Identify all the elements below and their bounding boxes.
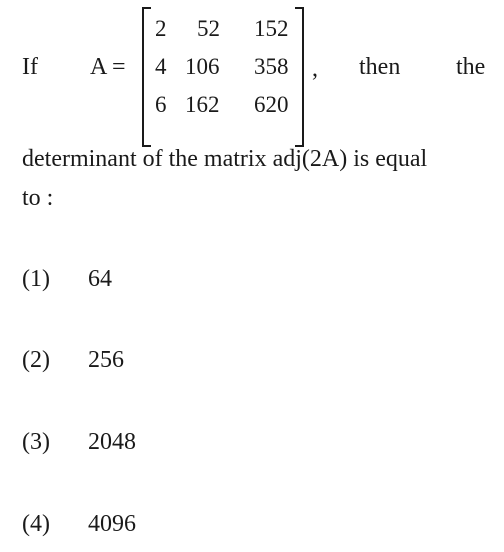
option-1-value: 64: [88, 266, 112, 292]
comma: ,: [312, 56, 318, 82]
matrix-cell-3-2: 162: [185, 92, 220, 117]
option-2-value: 256: [88, 347, 124, 373]
question-line-2: determinant of the matrix adj(2A) is equal: [22, 146, 428, 172]
left-bracket: [142, 7, 151, 147]
matrix-cell-1-3: 152: [254, 16, 289, 41]
matrix-cell-3-3: 620: [254, 92, 289, 117]
option-4-value: 4096: [88, 511, 136, 537]
matrix-cell-1-2: 52: [197, 16, 220, 41]
then-word: then: [359, 54, 401, 80]
matrix-cell-2-1: 4: [155, 54, 167, 79]
matrix-cell-2-2: 106: [185, 54, 220, 79]
question-line-3: to :: [22, 185, 54, 211]
right-bracket: [295, 7, 304, 147]
option-3-value: 2048: [88, 429, 136, 455]
the-word: the: [456, 54, 486, 80]
matrix-cell-1-1: 2: [155, 16, 167, 41]
matrix-cell-3-1: 6: [155, 92, 167, 117]
option-1-label: (1): [22, 266, 50, 292]
if-word: If: [22, 54, 38, 80]
matrix-cell-2-3: 358: [254, 54, 289, 79]
option-2-label: (2): [22, 347, 50, 373]
matrix-a: [142, 7, 304, 147]
matrix-label: A =: [90, 54, 126, 80]
option-3-label: (3): [22, 429, 50, 455]
option-4-label: (4): [22, 511, 50, 537]
